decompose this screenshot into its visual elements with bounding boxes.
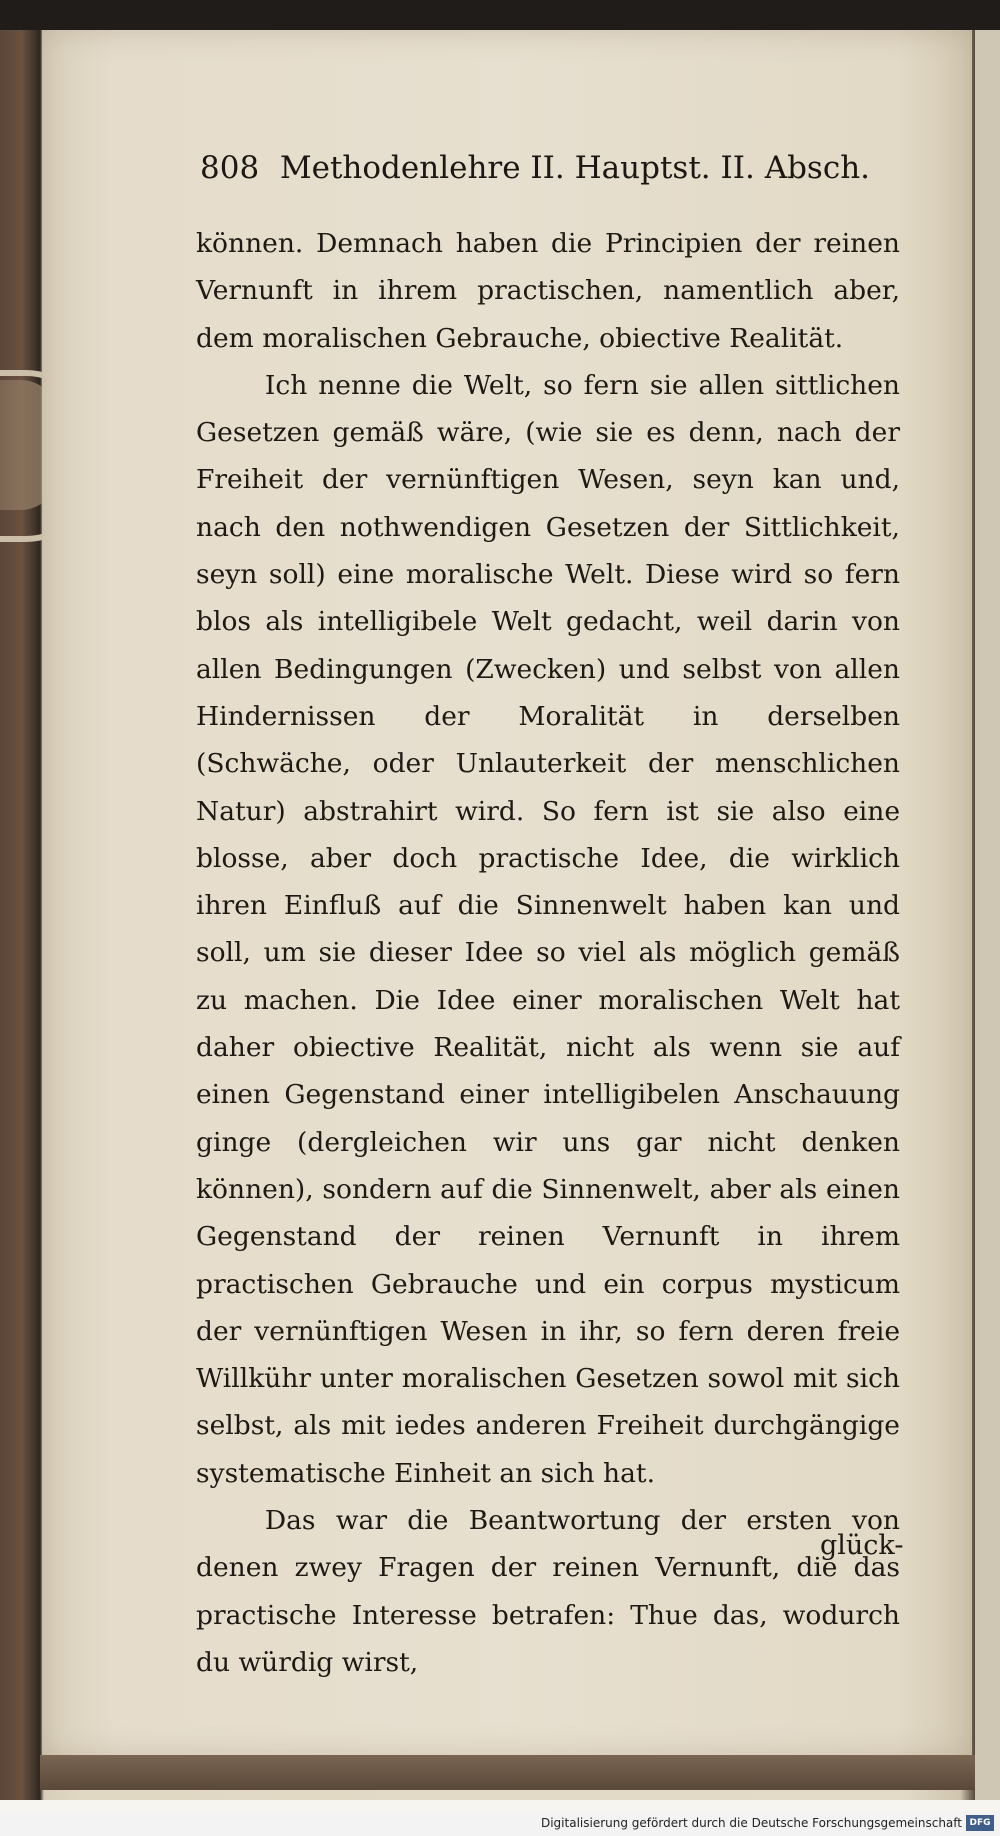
page-body xyxy=(196,220,900,1686)
running-title: Methodenlehre II. Hauptst. II. Absch. xyxy=(279,150,871,186)
next-page-edge xyxy=(975,30,1000,1800)
footer-credit[interactable]: Digitalisierung gefördert durch die Deutsche Forschungsgemeinschaft xyxy=(540,1816,962,1830)
scan-background-top xyxy=(0,0,1000,32)
page-number: 808 xyxy=(200,150,260,186)
paragraph-3: Das war die Beantwortung der ersten von denen zwey Fragen der reinen Vernunft, die das practische Interesse betrafen: Thue das, wodurch du würdig wirst, xyxy=(196,1505,900,1678)
paragraph-2: Ich nenne die Welt, so fern sie allen sittlichen Gesetzen gemäß wäre, (wie sie es denn, nach der Freiheit der vernünftigen Wesen, seyn kan und, nach den nothwendigen Gesetzen der Sittlichkeit, seyn soll) eine moralische Welt. Diese wird so fern blos als intelligibele Welt gedacht, weil darin von allen Bedingungen (Zwecken) und selbst von allen Hindernissen der Moralität in derselben (Schwäche, oder Unlauterkeit der menschlichen Natur) abstrahirt wird. So fern ist sie also eine blosse, aber doch practische Idee, die wirklich ihren Einfluß auf die Sinnenwelt haben kan und soll, um sie dieser Idee so viel als möglich gemäß zu machen. Die Idee einer moralischen Welt hat daher obiective Realität, nicht als wenn sie auf einen Gegenstand einer intelligibelen Anschauung ginge (dergleichen wir uns gar nicht denken können), sondern auf die Sinnenwelt, aber als einen Gegenstand der reinen Vernunft in ihrem practischen Gebrauche und ein corpus mysticum der vernünftigen Wesen in ihr, so fern deren freie Willkühr unter moralischen Gesetzen sowol mit sich selbst, als mit iedes anderen Freiheit durchgängige systematische Einheit an sich hat. xyxy=(196,369,900,1489)
footer-bar xyxy=(0,1812,1000,1836)
paragraph-1: können. Demnach haben die Principien der reinen Vernunft in ihrem practischen, namentlich aber, dem moralischen Gebrauche, obiective Realität. xyxy=(196,228,900,354)
running-header xyxy=(200,150,900,186)
dfg-logo-icon[interactable]: DFG xyxy=(966,1815,994,1831)
catchword: glück- xyxy=(820,1530,904,1561)
page-bottom-edge xyxy=(40,1755,975,1790)
